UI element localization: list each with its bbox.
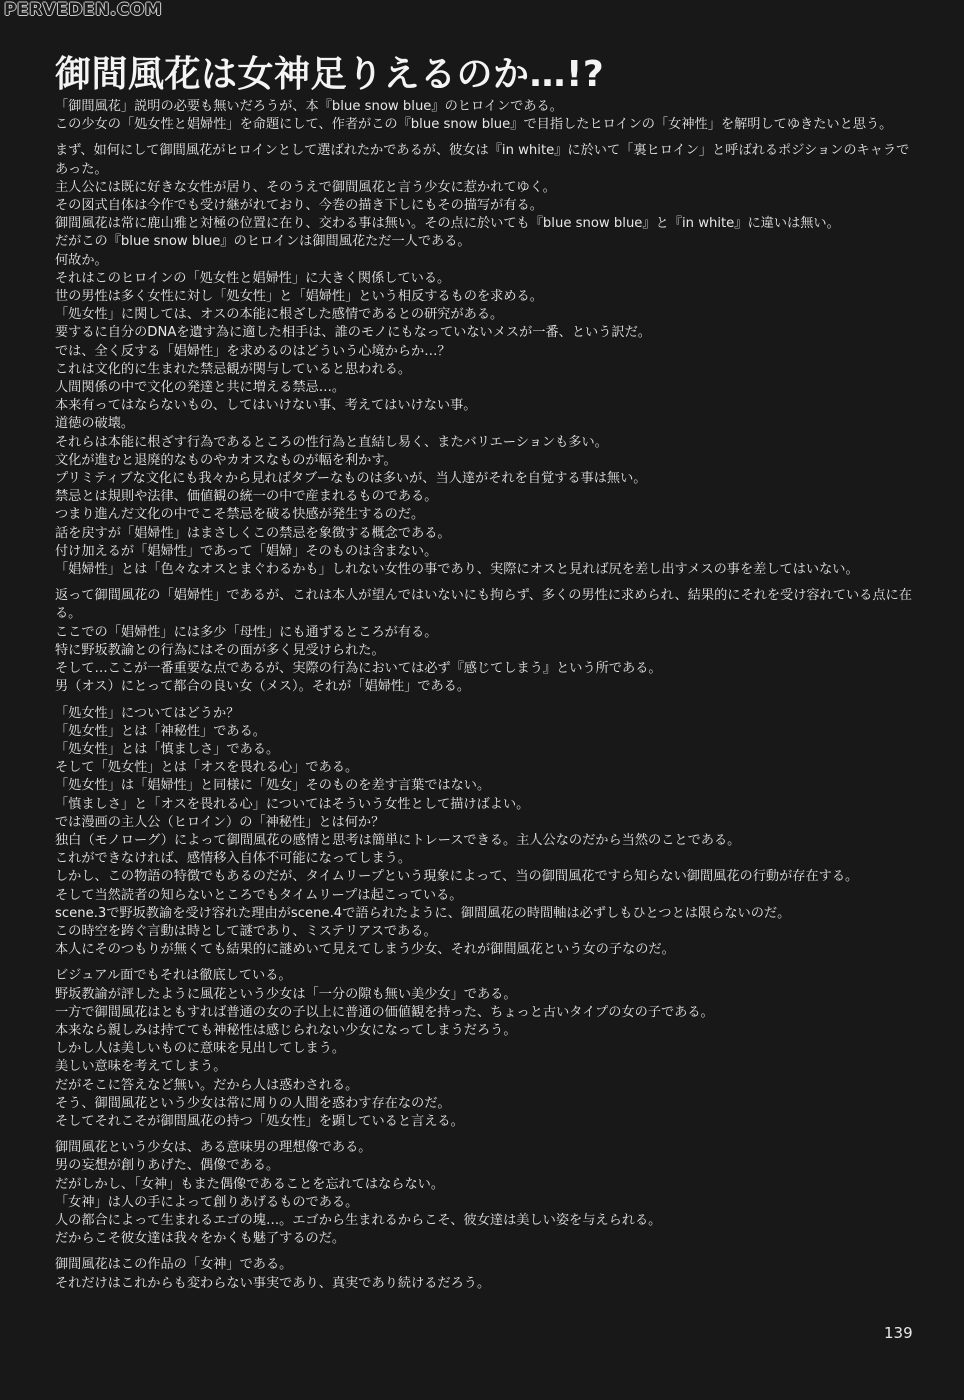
- text-line: 「処女性」とは「慎ましさ」である。: [55, 741, 280, 757]
- text-line: 主人公には既に好きな女性が居り、そのうえで御間風花と言う少女に惹かれてゆく。: [55, 179, 556, 195]
- text-line: 本来なら親しみは持てても神秘性は感じられない少女になってしまうだろう。: [55, 1022, 517, 1038]
- article-body: [55, 98, 917, 1301]
- text-line: プリミティブな文化にも我々から見ればタブーなものは多いが、当人達がそれを自覚する事は無い。: [55, 471, 647, 487]
- text-line: そして「処女性」とは「オスを畏れる心」である。: [55, 760, 359, 776]
- text-line: だがそこに答えなど無い。だから人は惑わされる。: [55, 1077, 359, 1093]
- text-line: 禁忌とは規則や法律、価値観の統一の中で産まれるものである。: [55, 489, 438, 505]
- text-line: だがしかし、「女神」もまた偶像であることを忘れてはならない。: [55, 1176, 445, 1192]
- text-line: そして…ここが一番重要な点であるが、実際の行為においては必ず『感じてしまう』という所である。: [55, 661, 662, 677]
- text-line: 「御間風花」説明の必要も無いだろうが、本『blue snow blue』のヒロインである。: [55, 99, 563, 114]
- text-line: 男（オス）にとって都合の良い女（メス）。それが「娼婦性」である。: [55, 679, 471, 695]
- text-line: 「処女性」は「娼婦性」と同様に「処女」そのものを差す言葉ではない。: [55, 778, 491, 794]
- text-line: そう、御間風花という少女は常に周りの人間を惑わす存在なのだ。: [55, 1095, 451, 1111]
- paragraph: [55, 1256, 917, 1292]
- text-line: 本来有ってはならないもの、してはいけない事、考えてはいけない事。: [55, 398, 477, 414]
- text-line: 要するに自分のDNAを遺す為に適した相手は、誰のモノにもなっていないメスが一番、という訳だ。: [55, 325, 651, 341]
- text-line: しかし人は美しいものに意味を見出してしまう。: [55, 1041, 346, 1057]
- text-line: 「娼婦性」とは「色々なオスとまぐわるかも」しれない女性の事であり、実際にオスと見れば尻を差し出すメスの事を差してはいない。: [55, 562, 859, 578]
- text-line: では、全く反する「娼婦性」を求めるのはどういう心境からか…？: [55, 343, 451, 359]
- text-line: 話を戻すが「娼婦性」はまさしくこの禁忌を象徴する概念である。: [55, 525, 451, 541]
- text-line: 人の都合によって生まれるエゴの塊…。エゴから生まれるからこそ、彼女達は美しい姿を与えられる。: [55, 1212, 662, 1228]
- text-line: だからこそ彼女達は我々をかくも魅了するのだ。: [55, 1231, 346, 1247]
- text-line: 一方で御間風花はともすれば普通の女の子以上に普通の価値観を持った、ちょっと古いタイプの女の子である。: [55, 1004, 714, 1020]
- paragraph: [55, 705, 917, 960]
- paragraph: [55, 98, 917, 134]
- text-line: ビジュアル面でもそれは徹底している。: [55, 968, 292, 984]
- text-line: だがこの『blue snow blue』のヒロインは御間風花ただ一人である。: [55, 234, 471, 250]
- text-line: 世の男性は多く女性に対し「処女性」と「娼婦性」という相反するものを求める。: [55, 289, 543, 305]
- text-line: 道徳の破壊。: [55, 416, 135, 432]
- text-line: では漫画の主人公（ヒロイン）の「神秘性」とは何か？: [55, 814, 385, 830]
- text-line: ここでの「娼婦性」には多少「母性」にも通ずるところが有る。: [55, 624, 438, 640]
- text-line: 「女神」は人の手によって創りあげるものである。: [55, 1194, 359, 1210]
- text-line: つまり進んだ文化の中でこそ禁忌を破る快感が発生するのだ。: [55, 507, 425, 523]
- text-line: 御間風花はこの作品の「女神」である。: [55, 1257, 293, 1273]
- text-line: それだけはこれからも変わらない事実であり、真実であり続けるだろう。: [55, 1275, 491, 1291]
- text-line: 「処女性」に関しては、オスの本能に根ざした感情であるとの研究がある。: [55, 307, 504, 323]
- text-line: 返って御間風花の「娼婦性」であるが、これは本人が望んではいないにも拘らず、多くの男性に求められ、結果的にそれを受け容れている点に在る。: [55, 588, 912, 622]
- text-line: 「処女性」についてはどうか？: [55, 705, 240, 721]
- paragraph: [55, 967, 917, 1131]
- text-line: 独白（モノローグ）によって御間風花の感情と思考は簡単にトレースできる。主人公なのだから当然のことである。: [55, 832, 741, 848]
- text-line: 「処女性」とは「神秘性」である。: [55, 723, 266, 739]
- page-number: 139: [884, 1324, 913, 1342]
- text-line: 御間風花という少女は、ある意味男の理想像である。: [55, 1140, 372, 1156]
- text-line: そして当然読者の知らないところでもタイムリープは起こっている。: [55, 887, 463, 903]
- text-line: それらは本能に根ざす行為であるところの性行為と直結し易く、またバリエーションも多い。: [55, 434, 608, 450]
- text-line: 文化が進むと退廃的なものやカオスなものが幅を利かす。: [55, 452, 397, 468]
- text-line: その図式自体は今作でも受け継がれており、今巻の描き下しにもその描写が有る。: [55, 198, 543, 214]
- text-line: これは文化的に生まれた禁忌観が関与していると思われる。: [55, 361, 412, 377]
- text-line: 御間風花は常に鹿山雅と対極の位置に在り、交わる事は無い。その点に於いても『blue snow blue』と『in white』に違いは無い。: [55, 216, 840, 232]
- text-line: 「慎ましさ」と「オスを畏れる心」についてはそういう女性として描けばよい。: [55, 796, 530, 812]
- text-line: この時空を跨ぐ言動は時として謎であり、ミステリアスである。: [55, 923, 437, 939]
- article-title: 御間風花は女神足りえるのか…!?: [55, 54, 605, 95]
- text-line: この少女の「処女性と娼婦性」を命題にして、作者がこの『blue snow blue』で目指したヒロインの「女神性」を解明してゆきたいと思う。: [55, 117, 893, 133]
- text-line: しかし、この物語の特徴でもあるのだが、タイムリープという現象によって、当の御間風花ですら知らない御間風花の行動が存在する。: [55, 869, 859, 885]
- text-line: 美しい意味を考えてしまう。: [55, 1059, 227, 1075]
- text-line: そしてそれこそが御間風花の持つ「処女性」を顕していると言える。: [55, 1113, 464, 1129]
- paragraph: [55, 587, 917, 696]
- text-line: 付け加えるが「娼婦性」であって「娼婦」そのものは含まない。: [55, 543, 438, 559]
- text-line: 本人にそのつもりが無くても結果的に謎めいて見えてしまう少女、それが御間風花という女の子なのだ。: [55, 942, 675, 958]
- text-line: 人間関係の中で文化の発達と共に増える禁忌…。: [55, 380, 346, 396]
- text-line: scene.3で野坂教諭を受け容れた理由がscene.4で語られたように、御間風花の時間軸は必ずしもひとつとは限らないのだ。: [55, 905, 791, 921]
- text-line: 特に野坂教諭との行為にはその面が多く見受けられた。: [55, 642, 385, 658]
- paragraph: [55, 142, 917, 579]
- text-line: 野坂教諭が評したように風花という少女は「一分の隙も無い美少女」である。: [55, 986, 517, 1002]
- text-line: 男の妄想が創りあげた、偶像である。: [55, 1158, 280, 1174]
- text-line: それはこのヒロインの「処女性と娼婦性」に大きく関係している。: [55, 270, 451, 286]
- paragraph: [55, 1139, 917, 1248]
- text-line: まず、如何にして御間風花がヒロインとして選ばれたかであるが、彼女は『in white』に於いて「裏ヒロイン」と呼ばれるポジションのキャラであった。: [55, 143, 910, 177]
- watermark: PERVEDEN.COM: [4, 0, 163, 20]
- text-line: 何故か。: [55, 252, 108, 268]
- text-line: これができなければ、感情移入自体不可能になってしまう。: [55, 851, 412, 867]
